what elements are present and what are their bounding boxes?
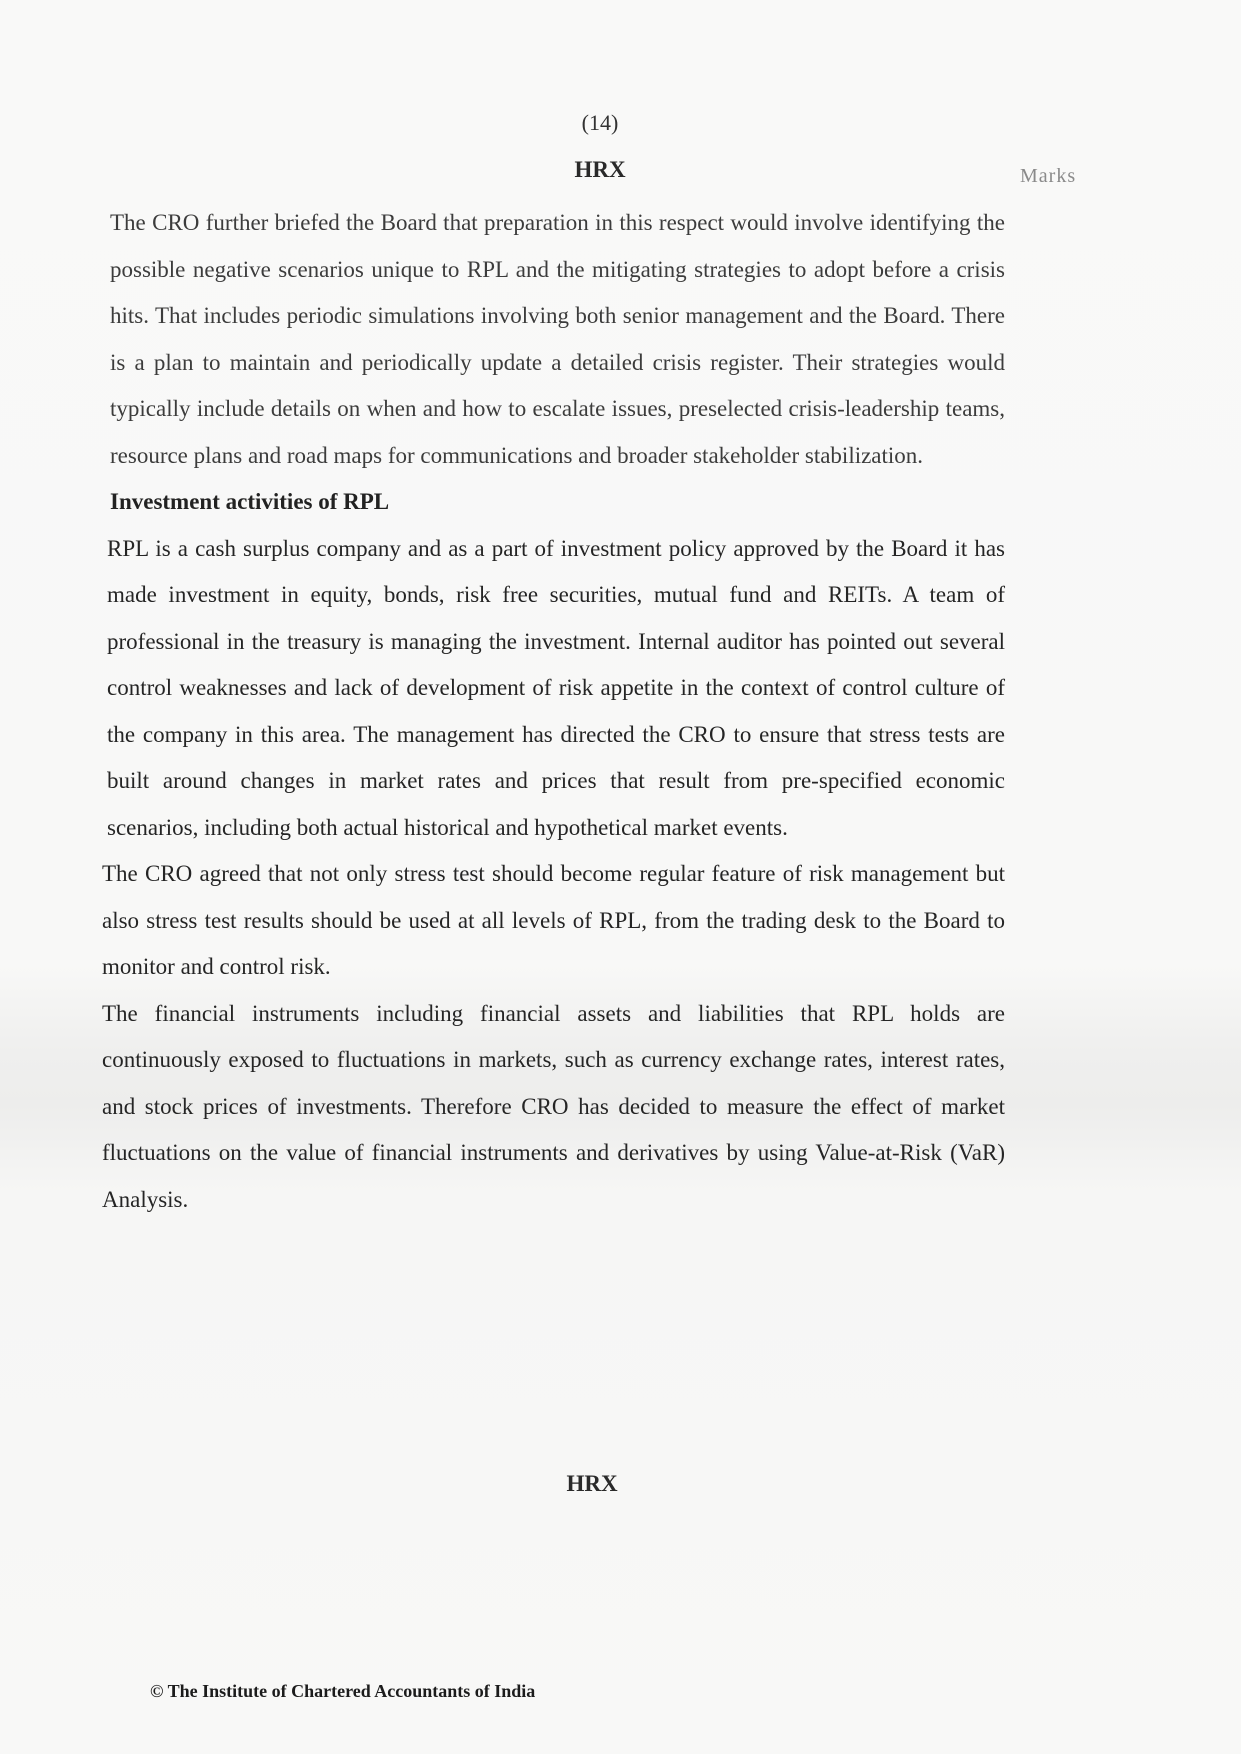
paragraph-investment-activities: RPL is a cash surplus company and as a part of investment policy approved by the Board it has made investment in equity, bonds, risk free securities, mutual fund and REITs. A team of professional in the treasury is managing the investment. Internal auditor has pointed out several control weaknesses and lack of development of risk appetite in the context of control culture of the company in this area. The management has directed the CRO to ensure that stress tests are built around changes in market rates and prices that result from pre-specified economic scenarios, including both actual historical and hypothetical market events. [107,535,1005,840]
section-heading: Investment activities of RPL [110,489,390,514]
marks-column-label: Marks [1020,165,1077,187]
footer-paper-code: HRX [566,1471,618,1496]
page-number: (14) [581,110,619,135]
paragraph-crisis-preparation: The CRO further briefed the Board that preparation in this respect would involve identifying the possible negative scenarios unique to RPL and the mitigating strategies to adopt before a crisis hits. That includes periodic simulations involving both senior management and the Board. There is a plan to maintain and periodically update a detailed crisis register. Their strategies would typically include details on when and how to escalate issues, preselected crisis-leadership teams, resource plans and road maps for communications and broader stakeholder stabilization. [110,210,1005,468]
paragraph-stress-test: The CRO agreed that not only stress test should become regular feature of risk management but also stress test results should be used at all levels of RPL, from the trading desk to the Board to monitor and control risk. [102,861,1005,979]
paragraph-var-analysis: The financial instruments including financial assets and liabilities that RPL holds are continuously exposed to fluctuations in markets, such as currency exchange rates, interest rates, and stock prices of investments. Therefore CRO has decided to measure the effect of market fluctuations on the value of financial instruments and derivatives by using Value-at-Risk (VaR) Analysis. [102,1000,1005,1212]
copyright-notice: © The Institute of Chartered Accountants of India [150,1681,536,1701]
document-body [102,200,1005,1223]
header-paper-code: HRX [574,157,626,182]
